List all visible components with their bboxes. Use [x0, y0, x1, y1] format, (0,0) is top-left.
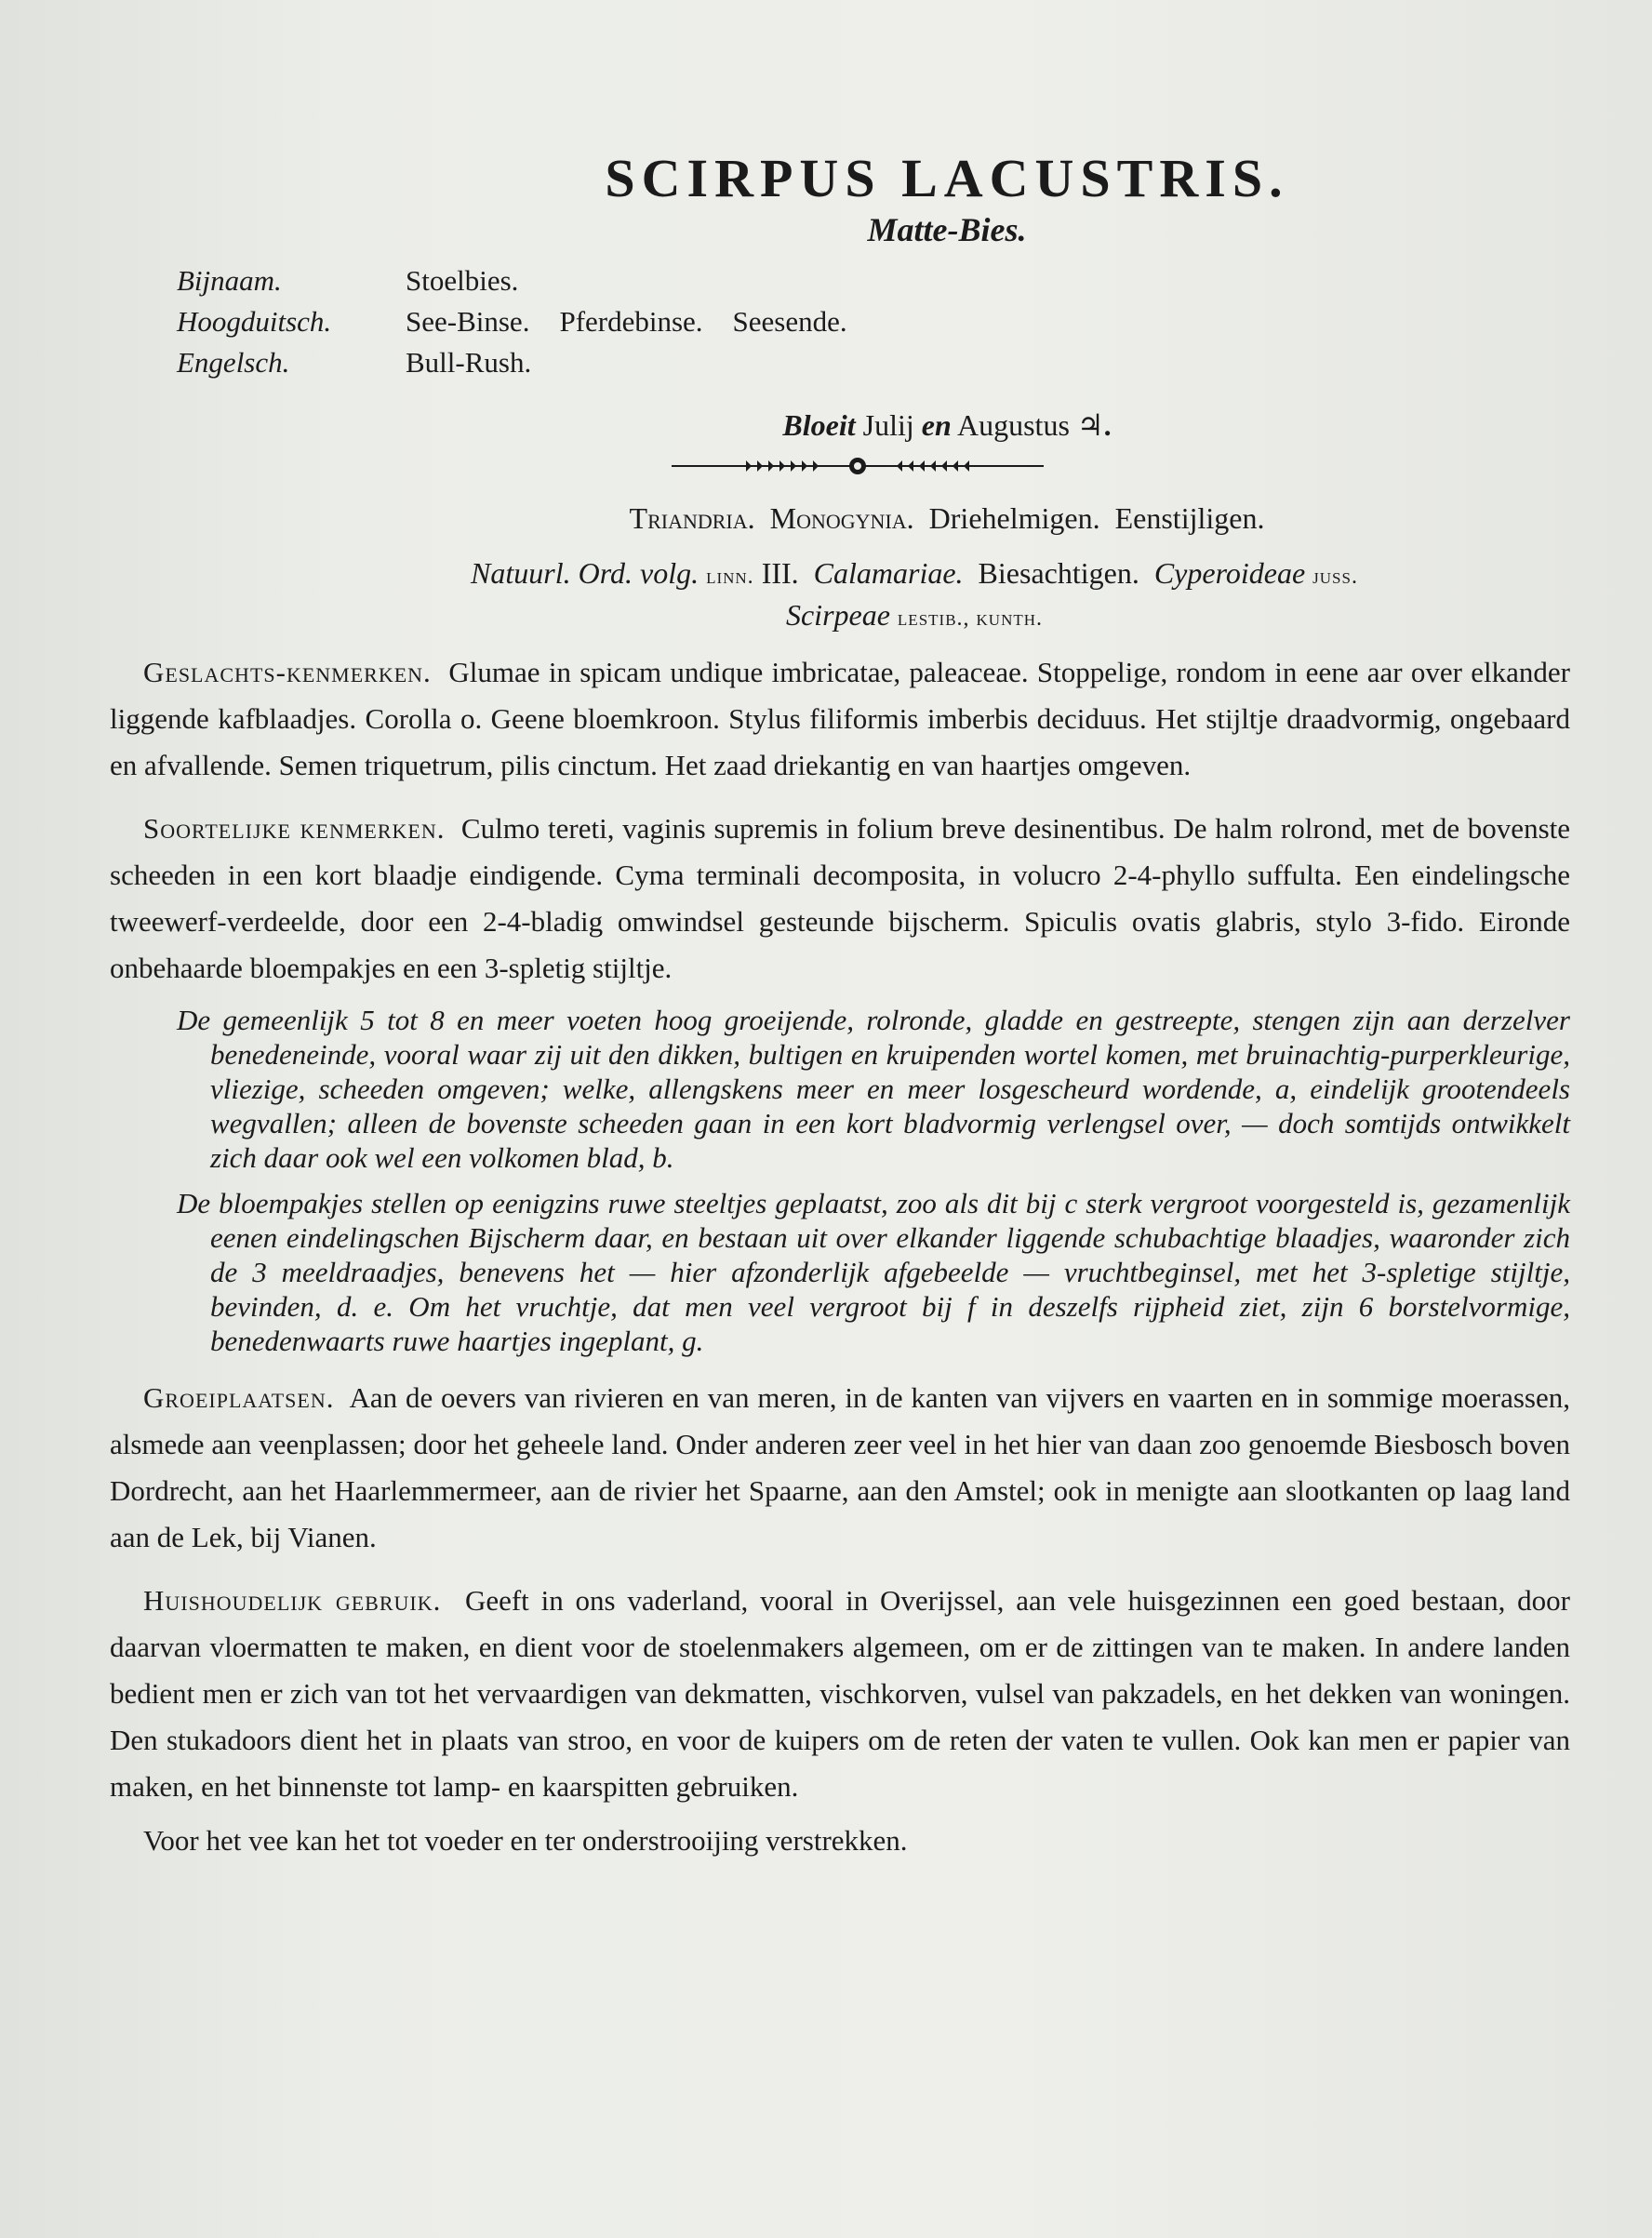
description-stems: De gemeenlijk 5 tot 8 en meer voeten hoog groeijende, rolronde, gladde en gestreepte, stengen zijn aan derzelver benedeneinde, vooral waar zij uit den dikken, bultigen en kruipenden wortel komen, met bruinachtig-purperkleurige, vliezige, scheeden omgeven; welke, allengskens meer en meer losgescheurd wordende, a, eindelijk grootendeels wegvallen; alleen de bovenste scheeden gaan in een kort bladvormig verlengsel over, — doch somtijds ontwikkelt zich daar ook wel een volkomen blad, b.	[177, 1003, 1570, 1174]
bloom-month: Augustus	[956, 407, 1070, 442]
bloom-conj: en	[921, 407, 952, 442]
section-text: Geeft in ons vaderland, vooral in Overijssel, aan vele huisgezinnen een goed bestaan, door daarvan vloermatten te maken, en dient voor de stoelenmakers algemeen, om er de zittingen van te maken. In andere landen bedient men er zich van tot het vervaardigen van dekmatten, vischkorven, vulsel van pakzadels, en het dekken van woningen. Den stukadoors dient het in plaats van stroo, en voor de kuipers om de reten der vaten te vullen. Ook kan men er papier van maken, en het binnenste tot lamp- en kaarspitten gebruiken.	[110, 1583, 1570, 1803]
natural-order-label: Natuurl. Ord. volg.	[471, 555, 699, 590]
name-value: Seesende.	[732, 304, 847, 338]
name-language: Bijnaam.	[177, 263, 282, 297]
bloom-month: Julij	[862, 407, 914, 442]
page-subtitle: Matte-Bies.	[867, 210, 1027, 248]
bloom-line	[324, 407, 1570, 443]
order-dutch-name: Biesachtigen.	[978, 555, 1139, 590]
household-use-cattle: Voor het vee kan het tot voeder en ter onderstrooijing verstrekken.	[143, 1823, 908, 1857]
section-heading: Soortelijke kenmerken.	[143, 811, 446, 845]
natural-order	[259, 556, 1570, 591]
bloom-label: Bloeit	[782, 407, 856, 442]
order-latin: Calamariae.	[813, 555, 964, 590]
common-names	[177, 260, 1570, 383]
description-flowers: De bloempakjes stellen op eenigzins ruwe steeltjes geplaatst, zoo als dit bij c sterk vergroot voorgesteld is, gezamenlijk eenen eindelingschen Bijscherm daar, en bestaan uit over elkander liggende schubachtige blaadjes, waaronder zich de 3 meeldraadjes, benevens het — hier afzonderlijk afgebeelde — vruchtbeginsel, met het 3-spletige stijltje, bevinden, d. e. Om het vruchtje, dat men veel vergroot bij f in deszelfs rijpheid ziet, zijn 6 borstelvormige, benedenwaarts ruwe haartjes ingeplant, g.	[177, 1186, 1570, 1357]
name-value: Bull-Rush.	[406, 345, 532, 379]
section-text: Glumae in spicam undique imbricatae, paleaceae. Stoppelige, rondom in eene aar over elkander liggende kafblaadjes. Corolla o. Geene bloemkroon. Stylus filiformis imberbis deciduus. Het stijltje draadvormig, ongebaard en afvallende. Semen triquetrum, pilis cinctum. Het zaad driekantig en van haartjes omgeven.	[110, 655, 1571, 781]
order-name: Monogynia.	[769, 500, 914, 535]
class-name: Triandria.	[629, 500, 755, 535]
section-text: Aan de oevers van rivieren en van meren, in de kanten van vijvers en vaarten en in sommige moerassen, alsmede aan veenplassen; door het geheele land. Onder anderen zeer veel in het hier van daan zoo genoemde Biesbosch boven Dordrecht, aan het Haarlemmermeer, aan de rivier het Spaarne, aan den Amstel; ook in menigte aan slootkanten op laag land aan de Lek, bij Vianen.	[110, 1380, 1571, 1553]
author-linnaeus: linn.	[706, 564, 754, 589]
name-row	[177, 260, 1570, 301]
natural-tribe	[259, 598, 1570, 633]
page-title: SCIRPUS LACUSTRIS.	[605, 148, 1289, 208]
section-heading: Huishoudelijk gebruik.	[143, 1583, 442, 1617]
name-language: Hoogduitsch.	[177, 304, 332, 338]
section-heading: Geslachts-kenmerken.	[143, 655, 432, 688]
author-jussieu: juss.	[1312, 564, 1358, 589]
section-text: Culmo tereti, vaginis supremis in folium breve desinentibus. De halm rolrond, met de bovenste scheeden in een kort blaadje eindigende. Cyma terminali decomposita, in volucro 2-4-phyllo suffulta. Een eindelingsche tweewerf-verdeelde, door een 2-4-bladig omwindsel gesteunde bijscherm. Spiculis ovatis glabris, stylo 3-fido. Eironde onbehaarde bloempakjes en een 3-spletig stijltje.	[110, 811, 1570, 984]
perennial-symbol-icon: ♃.	[1076, 407, 1112, 442]
habitat	[110, 1375, 1570, 1561]
species-characters	[110, 806, 1570, 992]
ornament-divider-icon	[672, 452, 1044, 480]
name-row	[177, 301, 1570, 342]
order-number: III.	[761, 555, 799, 590]
household-use	[110, 1578, 1570, 1810]
tribe-latin: Scirpeae	[785, 597, 890, 632]
name-value: See-Binse.	[406, 304, 530, 338]
family-latin: Cyperoideae	[1153, 555, 1306, 590]
genus-characters	[110, 649, 1570, 789]
name-value: Pferdebinse.	[559, 304, 703, 338]
name-language: Engelsch.	[177, 345, 290, 379]
page-content	[110, 149, 1570, 1864]
tribe-authors: lestib., kunth.	[897, 606, 1044, 631]
order-dutch: Eenstijligen.	[1114, 500, 1265, 535]
section-heading: Groeiplaatsen.	[143, 1380, 335, 1414]
class-dutch: Driehelmigen.	[928, 500, 1100, 535]
linnaean-class	[324, 501, 1570, 536]
name-value: Stoelbies.	[406, 263, 519, 297]
name-row	[177, 342, 1570, 383]
